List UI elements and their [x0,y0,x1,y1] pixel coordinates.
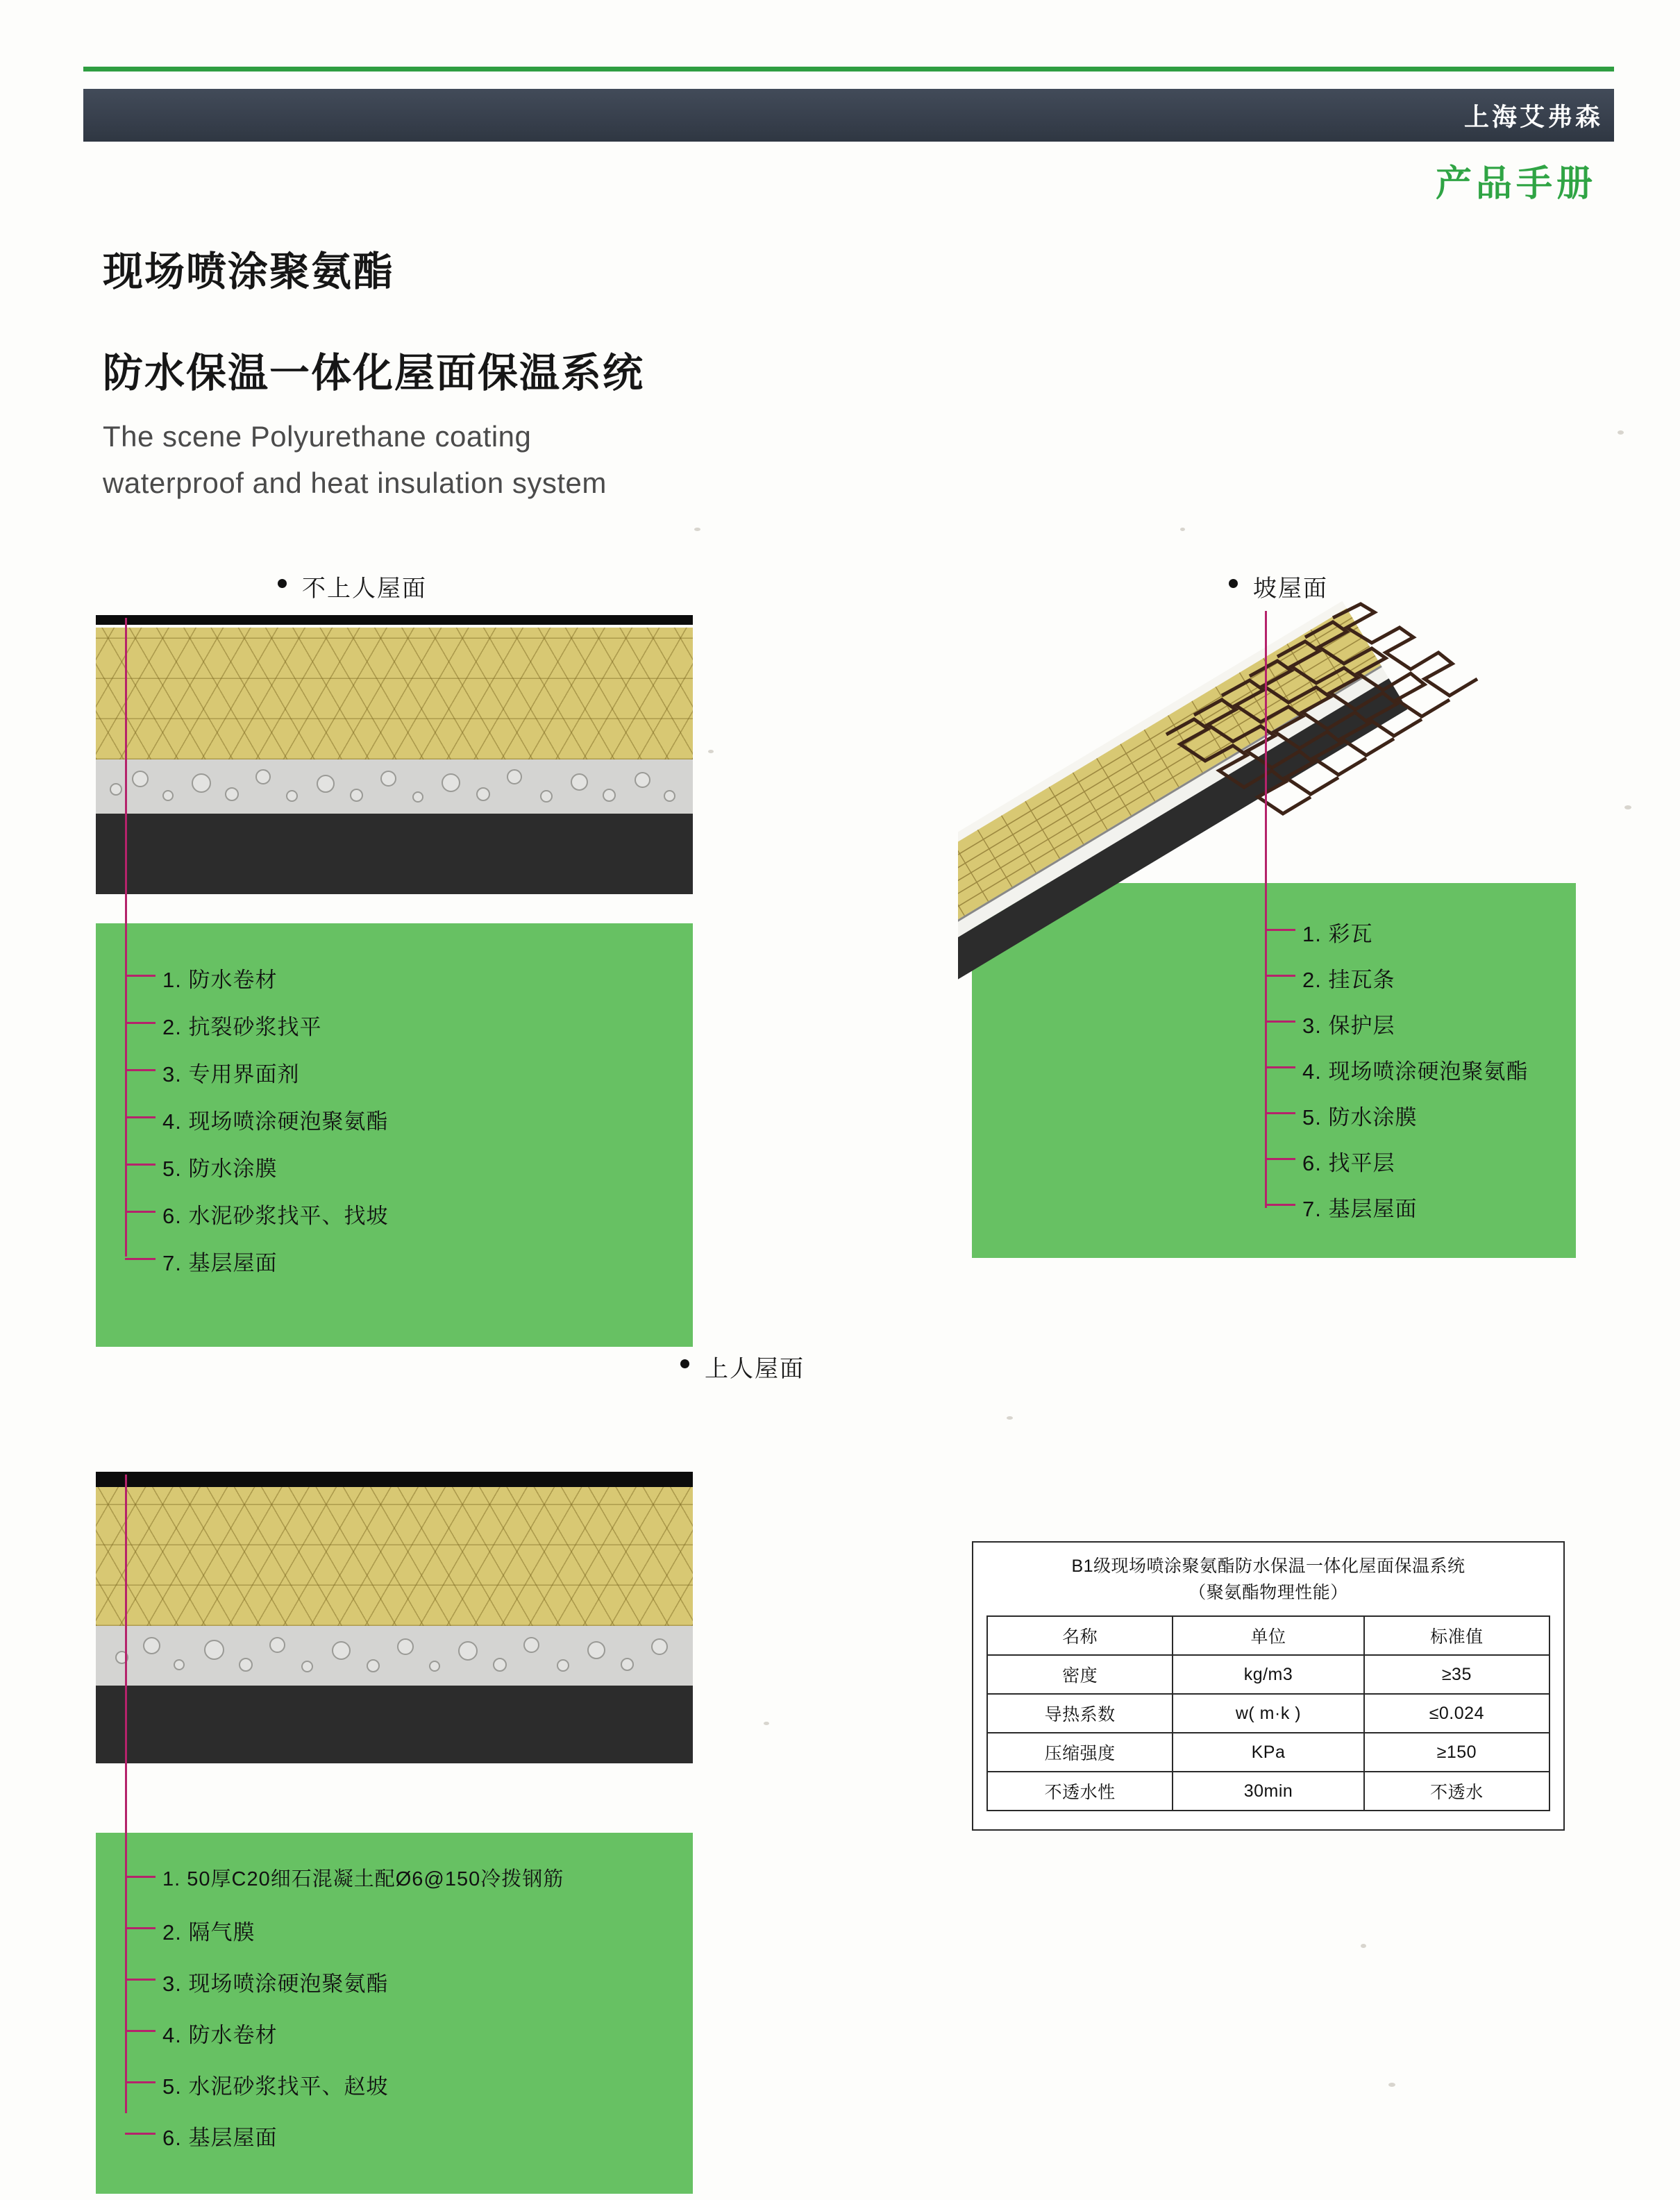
leader-tick [125,1927,156,1929]
page-title-en-line1: The scene Polyurethane coating [103,420,532,453]
brochure-label: 产品手册 [1435,164,1597,204]
bubble-icon [225,787,239,801]
bubble-icon [651,1638,668,1655]
bubble-icon [557,1659,569,1672]
leader-tick [1265,1021,1295,1023]
table-header-row [987,1616,1549,1655]
leader-tick [125,975,156,977]
legend-item: 4. 现场喷涂硬泡聚氨酯 [162,1109,389,1134]
table-header-cell: 标准值 [1364,1616,1549,1655]
legend-item: 1. 50厚C20细石混凝土配Ø6@150冷拨钢筋 [162,1868,564,1890]
table-cell: w( m·k ) [1173,1694,1363,1733]
legend-item: 2. 挂瓦条 [1302,968,1395,992]
leader-tick [1265,1204,1295,1206]
leader-line-vertical-sloped [1265,611,1267,1208]
bubble-icon [493,1658,507,1672]
leader-line-vertical-non-traffic [125,618,127,1257]
section-label-sloped-roof: 坡屋面 [1229,569,1328,603]
table-row [987,1655,1549,1694]
legend-item: 5. 水泥砂浆找平、赵坡 [162,2074,389,2099]
table-cell: ≥150 [1364,1733,1549,1772]
bubble-icon [269,1637,285,1653]
bubble-icon [664,790,675,802]
table-cell: kg/m3 [1173,1655,1363,1694]
legend-item: 4. 防水卷材 [162,2023,278,2047]
legend-item: 1. 彩瓦 [1302,922,1373,946]
bubble-icon [317,775,335,793]
bubble-icon [301,1661,313,1672]
layer-mortar-leveling [96,1626,693,1686]
bubble-icon [507,769,522,784]
bubble-icon [380,771,396,787]
leader-tick [1265,1112,1295,1114]
bubble-icon [350,789,363,802]
layer-concrete-topping [96,1472,693,1487]
legend-item: 6. 基层屋面 [162,2126,278,2150]
leader-line-vertical-traffic [125,1475,127,2113]
leader-tick [125,1022,156,1024]
leader-tick [125,1876,156,1878]
bubble-icon [162,790,174,801]
scan-speck [1624,805,1631,809]
leader-tick [125,1069,156,1071]
bubble-icon [523,1637,539,1653]
bullet-dot-icon [1229,579,1238,588]
scan-speck [1388,2083,1395,2087]
bubble-icon [587,1641,605,1659]
bubble-icon [603,789,616,802]
spec-table-container [972,1541,1565,1831]
section-label-traffic-roof: 上人屋面 [680,1350,805,1384]
diagram-non-traffic-roof-stack [96,615,693,894]
page-title-en-line2: waterproof and heat insulation system [103,467,607,499]
spec-table-title-line2: （聚氨酯物理性能） [1188,1582,1348,1602]
layer-waterproof-membrane [96,615,693,625]
spec-table-title [973,1543,1563,1615]
bubble-icon [540,790,553,803]
legend-item: 4. 现场喷涂硬泡聚氨酯 [1302,1059,1529,1084]
spec-table-title-line1: B1级现场喷涂聚氨酯防水保温一体化屋面保温系统 [1071,1556,1465,1576]
legend-item: 7. 基层屋面 [1302,1197,1418,1221]
table-header-cell: 名称 [987,1616,1173,1655]
bubble-icon [476,787,490,801]
leader-tick [125,1116,156,1118]
table-cell: 30min [1173,1772,1363,1811]
legend-item: 3. 专用界面剂 [162,1062,300,1086]
section-label-non-traffic-roof: 不上人屋面 [278,569,427,603]
brand-name: 上海艾弗森 [1463,102,1603,131]
layer-base-roof [96,1686,693,1763]
legend-item: 3. 保护层 [1302,1014,1395,1038]
leader-tick [125,2081,156,2083]
leader-tick [125,1164,156,1166]
header-bar [83,89,1614,142]
table-header-cell: 单位 [1173,1616,1363,1655]
legend-item: 5. 防水涂膜 [162,1157,278,1181]
leader-tick [125,1211,156,1213]
bubble-icon [239,1658,253,1672]
legend-item: 2. 隔气膜 [162,1920,255,1945]
leader-tick [1265,1066,1295,1068]
legend-item: 6. 水泥砂浆找平、找坡 [162,1204,389,1228]
table-row [987,1733,1549,1772]
bubble-icon [635,772,650,788]
table-cell: 不透水性 [987,1772,1173,1811]
page-title-zh-line2: 防水保温一体化屋面保温系统 [103,351,645,396]
scan-speck [1361,1944,1366,1948]
legend-item: 1. 防水卷材 [162,968,278,992]
table-cell: 压缩强度 [987,1733,1173,1772]
layer-base-roof [96,814,693,894]
layer-mortar-leveling [96,759,693,814]
legend-item: 7. 基层屋面 [162,1251,278,1275]
scan-speck [1180,528,1185,531]
scan-speck [1007,1416,1013,1420]
table-cell: 不透水 [1364,1772,1549,1811]
diagram-traffic-roof-stack [96,1472,693,1763]
legend-item: 3. 现场喷涂硬泡聚氨酯 [162,1972,389,1996]
table-cell: 密度 [987,1655,1173,1694]
layer-polyurethane-foam [96,628,693,759]
layer-polyurethane-foam [96,1487,693,1626]
bubble-icon [332,1641,351,1660]
bubble-icon [255,769,271,784]
header-bar-gradient [83,89,1614,142]
bubble-icon [458,1641,478,1661]
table-cell: KPa [1173,1733,1363,1772]
bullet-dot-icon [680,1359,689,1368]
spec-table [986,1615,1550,1811]
bubble-icon [286,790,298,802]
bubble-icon [174,1659,185,1670]
bubble-icon [442,773,460,792]
bubble-icon [621,1658,634,1671]
bubble-icon [132,771,149,787]
legend-item: 5. 防水涂膜 [1302,1105,1418,1130]
scan-speck [694,528,700,531]
leader-tick [1265,1158,1295,1160]
bubble-icon [367,1659,380,1672]
scan-speck [1618,430,1624,435]
table-row [987,1772,1549,1811]
bubble-icon [397,1638,414,1655]
table-cell: ≥35 [1364,1655,1549,1694]
leader-tick [125,1258,156,1260]
bullet-dot-icon [278,579,287,588]
leader-tick [125,2030,156,2032]
scan-speck [764,1722,769,1725]
scan-speck [708,750,714,753]
bubble-icon [412,791,423,803]
bubble-icon [204,1640,224,1660]
bubble-icon [571,773,588,791]
leader-tick [1265,929,1295,931]
bubble-icon [192,773,211,793]
leader-tick [125,2133,156,2135]
leader-tick [125,1979,156,1981]
bubble-icon [143,1637,160,1654]
legend-item: 2. 抗裂砂浆找平 [162,1015,322,1039]
table-cell: ≤0.024 [1364,1694,1549,1733]
table-row [987,1694,1549,1733]
table-cell: 导热系数 [987,1694,1173,1733]
bubble-icon [110,783,122,796]
page-title-zh-line1: 现场喷涂聚氨酯 [103,249,395,294]
legend-item: 6. 找平层 [1302,1151,1395,1175]
bubble-icon [429,1661,440,1672]
leader-tick [1265,975,1295,977]
top-green-rule [83,67,1614,72]
